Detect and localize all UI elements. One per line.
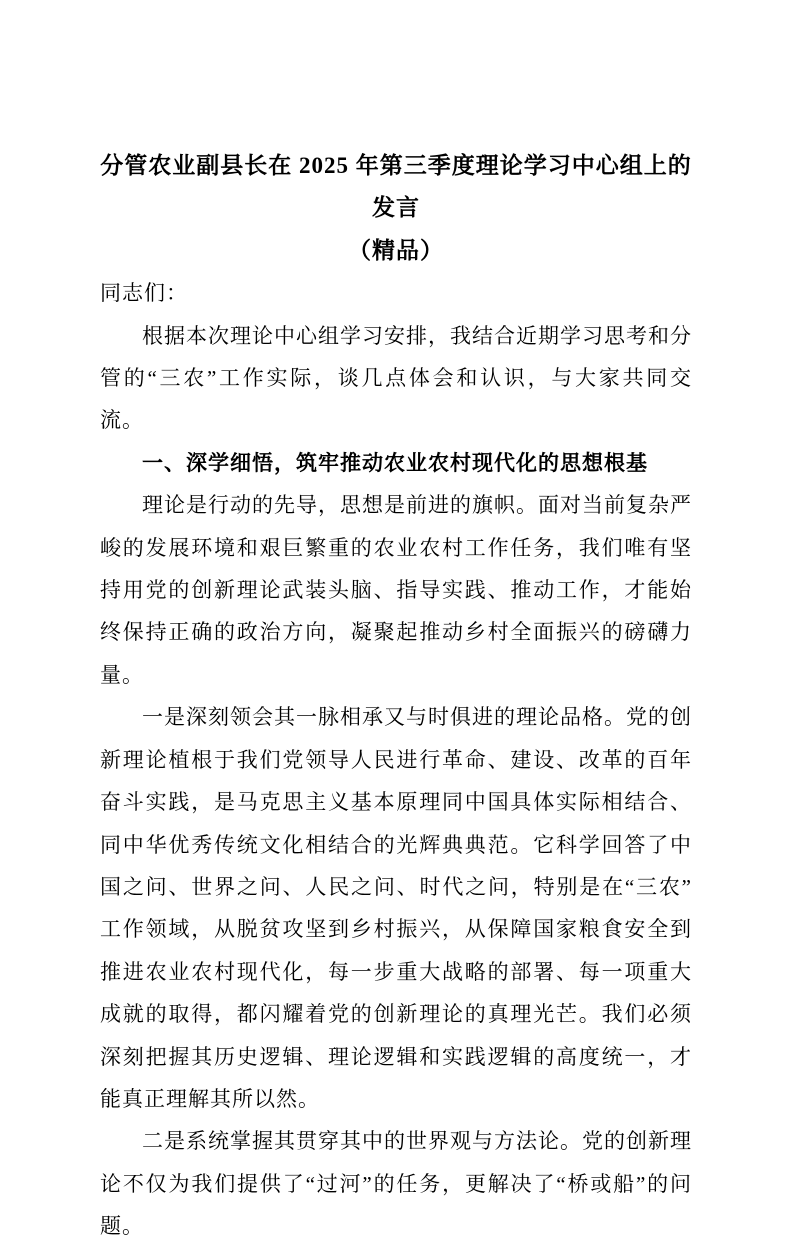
- salutation: 同志们：: [100, 281, 188, 306]
- document-title-line-2: （精品）: [348, 237, 444, 263]
- section-heading-1: 一、深学细悟，筑牢推动农业农村现代化的思想根基: [142, 450, 648, 475]
- paragraph-theory: 理论是行动的先导，思想是前进的旗帜。面对当前复杂严峻的发展环境和艰巨繁重的农业农村工作任务，我们唯有坚持用党的创新理论武装头脑、指导实践、推动工作，才能始终保持正确的政治方向，凝聚起推动乡村全面振兴的磅礴力量。: [100, 493, 692, 687]
- document-body: [100, 145, 692, 1248]
- paragraph-point-1: 一是深刻领会其一脉相承又与时俱进的理论品格。党的创新理论植根于我们党领导人民进行革命、建设、改革的百年奋斗实践，是马克思主义基本原理同中国具体实际相结合、同中华优秀传统文化相结合的光辉典典范。它科学回答了中国之问、世界之问、人民之问、时代之问，特别是在“三农”工作领域，从脱贫攻坚到乡村振兴，从保障国家粮食安全到推进农业农村现代化，每一步重大战略的部署、每一项重大成就的取得，都闪耀着党的创新理论的真理光芒。我们必须深刻把握其历史逻辑、理论逻辑和实践逻辑的高度统一，才能真正理解其所以然。: [100, 705, 692, 1111]
- paragraph-intro: 根据本次理论中心组学习安排，我结合近期学习思考和分管的“三农”工作实际，谈几点体会和认识，与大家共同交流。: [100, 323, 692, 433]
- paragraph-point-2: 二是系统掌握其贯穿其中的世界观与方法论。党的创新理论不仅为我们提供了“过河”的任务，更解决了“桥或船”的问题。: [100, 1129, 692, 1239]
- document-title-line-1: 分管农业副县长在 2025 年第三季度理论学习中心组上的发言: [100, 153, 692, 221]
